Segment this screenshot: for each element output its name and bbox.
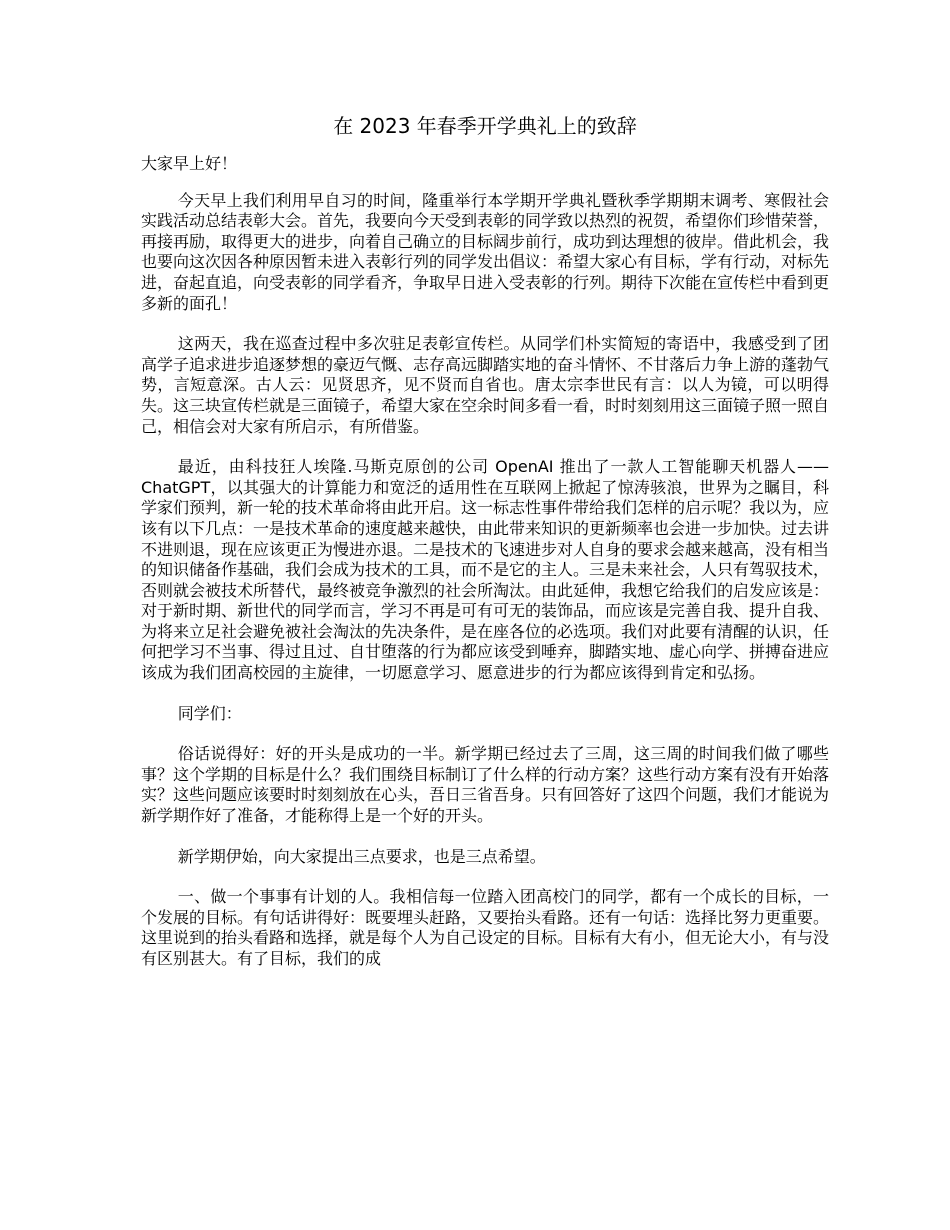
paragraph-three-hopes: 新学期伊始，向大家提出三点要求，也是三点希望。 <box>177 846 546 866</box>
paragraph-welcome: 今天早上我们利用早自习的时间，隆重举行本学期开学典礼暨秋季学期期末调考、寒假社会实践活动总结表彰大会。首先，我要向今天受到表彰的同学致以热烈的祝贺，希望你们珍惜荣誉，再接再励，取得更大的进步，向着自己确立的目标阔步前行，成功到达理想的彼岸。借此机会，我也要向这次因各种原因暂未进入表彰行列的同学发出倡议：希望大家心有目标，学有行动，对标先进，奋起直追，向受表彰的同学看齐，争取早日进入受表彰的行列。期待下次能在宣传栏中看到更多新的面孔！ <box>141 190 830 313</box>
document-page <box>141 108 829 970</box>
greeting: 大家早上好！ <box>141 154 238 173</box>
paragraph-chatgpt: 最近，由科技狂人埃隆.马斯克原创的公司 OpenAI 推出了一款人工智能聊天机器人——ChatGPT，以其强大的计算能力和宽泛的适用性在互联网上掀起了惊涛骇浪，世界为之瞩目，科学家们预判，新一轮的技术革命将由此开启。这一标志性事件带给我们怎样的启示呢？我以为，应该有以下几点：一是技术革命的速度越来越快，由此带来知识的更新频率也会进一步加快。过去讲不进则退，现在应该更正为慢进亦退。二是技术的飞速进步对人自身的要求会越来越高，没有相当的知识储备作基础，我们会成为技术的工具，而不是它的主人。三是未来社会，人只有驾驭技术，否则就会被技术所替代，最终被竞争激烈的社会所淘汰。由此延伸，我想它给我们的启发应该是：对于新时期、新世代的同学而言，学习不再是可有可无的装饰品，而应该是完善自我、提升自我、为将来立足社会避免被社会淘汰的先决条件，是在座各位的必选项。我们对此要有清醒的认识，任何把学习不当事、得过且过、自甘堕落的行为都应该受到唾弃，脚踏实地、虚心向学、拼搏奋进应该成为我们团高校园的主旋律，一切愿意学习、愿意进步的行为都应该得到肯定和弘扬。 <box>141 457 830 683</box>
document-title: 在 2023 年春季开学典礼上的致辞 <box>333 114 637 138</box>
paragraph-point-one: 一、做一个事事有计划的人。我相信每一位踏入团高校门的同学，都有一个成长的目标，一个发展的目标。有句话讲得好：既要埋头赶路，又要抬头看路。还有一句话：选择比努力更重要。这里说到的抬头看路和选择，就是每个人为自己设定的目标。目标有大有小，但无论大小，有与没有区别甚大。有了目标，我们的成 <box>141 887 830 968</box>
paragraph-bulletin-board: 这两天，我在巡查过程中多次驻足表彰宣传栏。从同学们朴实简短的寄语中，我感受到了团高学子追求进步追逐梦想的豪迈气慨、志存高远脚踏实地的奋斗情怀、不甘落后力争上游的蓬勃气势，言短意深。古人云：见贤思齐，见不贤而自省也。唐太宗李世民有言：以人为镜，可以明得失。这三块宣传栏就是三面镜子，希望大家在空余时间多看一看，时时刻刻用这三面镜子照一照自己，相信会对大家有所启示，有所借鉴。 <box>141 334 830 436</box>
paragraph-good-start: 俗话说得好：好的开头是成功的一半。新学期已经过去了三周，这三周的时间我们做了哪些事？这个学期的目标是什么？我们围绕目标制订了什么样的行动方案？这些行动方案有没有开始落实？这些问题应该要时时刻刻放在心头，吾日三省吾身。只有回答好了这四个问题，我们才能说为新学期作好了准备，才能称得上是一个好的开头。 <box>141 744 830 826</box>
paragraph-address: 同学们： <box>177 703 242 723</box>
